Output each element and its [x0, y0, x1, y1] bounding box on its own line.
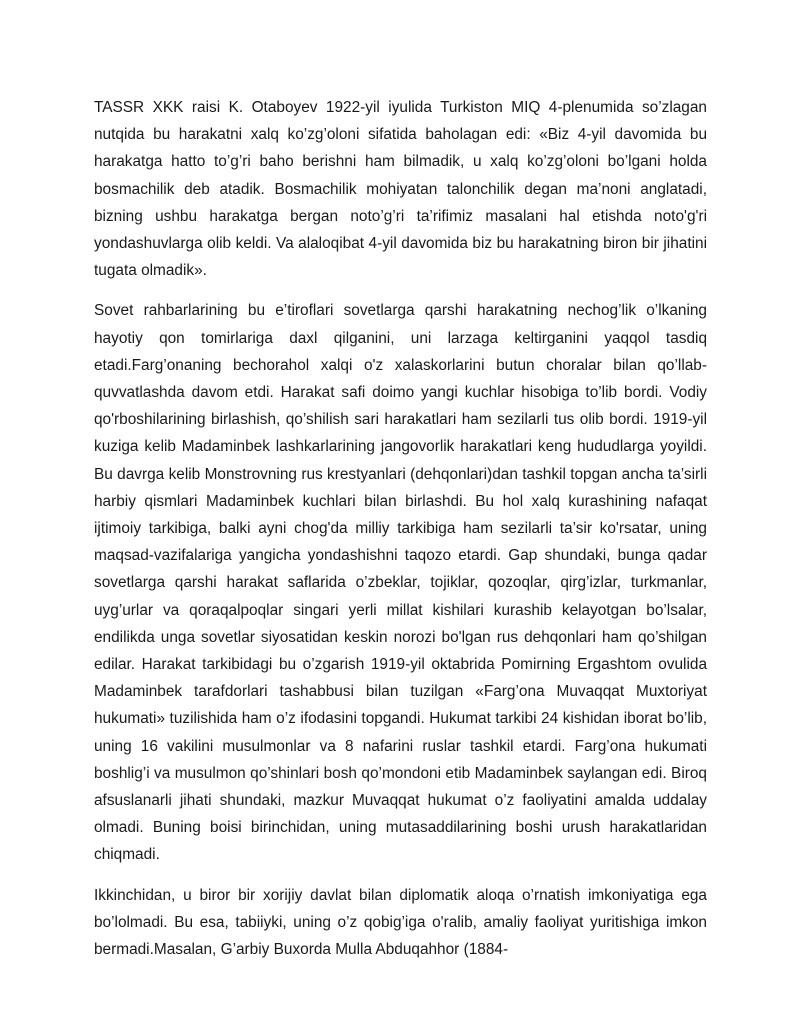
paragraph-3: Ikkinchidan, u biror bir xorijiy davlat bilan diplomatik aloqa o’rnatish imkoniyatiga ega bo’lolmadi. Bu esa, tabiiyki, uning o’z qobig’iga o'ralib, amaliy faoliyat yuritishiga imkon bermadi.Masalan, G’arbiy Buxorda Mulla Abduqahhor (1884- [94, 886, 707, 959]
paragraph-1: TASSR XKK raisi K. Otaboyev 1922-yil iyulida Turkiston MIQ 4-plenumida so’zlagan nutqida bu harakatni xalq ko’zg’oloni sifatida baholagan edi: «Biz 4-yil davomida bu harakatga hatto to’g’ri baho berishni ham bilmadik, u xalq ko’zg’oloni bo’lgani holda bosmachilik deb atadik. Bosmachilik mohiyatan talonchilik degan ma’noni anglatadi, bizning ushbu harakatga bergan noto’g’ri ta’rifimiz masalani hal etishda noto'g'ri yondashuvlarga olib keldi. Va alaloqibat 4-yil davomida biz bu harakatning biron bir jihatini tugata olmadik». [94, 99, 707, 280]
paragraph-2: Sovet rahbarlarining bu e’tiroflari sovetlarga qarshi harakatning nechog’lik o’lkaning hayotiy qon tomirlariga daxl qilganini, uni larzaga keltirganini yaqqol tasdiq etadi.Farg’onaning bechorahol xalqi o'z xalaskorlarini butun choralar bilan qo’llab- quvvatlashda davom etdi. Harakat safi doimo yangi kuchlar hisobiga to’lib bordi. Vodiy qo'rboshilarining birlashish, qo’shilish sari harakatlari ham sezilarli tus olib bordi. 1919-yil kuziga kelib Madaminbek lashkarlarining jangovorlik harakatlari keng hududlarga yoyildi. Bu davrga kelib Monstrovning rus krestyanlari (dehqonlari)dan tashkil topgan ancha ta’sirli harbiy qismlari Madaminbek kuchlari bilan birlashdi. Bu hol xalq kurashining nafaqat ijtimoiy tarkibiga, balki ayni chog'da milliy tarkibiga ham sezilarli ta’sir ko'rsatar, uning maqsad-vazifalariga yangicha yondashishni taqozo etardi. Gap shundaki, bunga qadar sovetlarga qarshi harakat saflarida o’zbeklar, tojiklar, qozoqlar, qirg’izlar, turkmanlar, uyg’urlar va qoraqalpoqlar singari yerli millat kishilari kurashib kelayotgan bo’lsalar, endilikda unga sovetlar siyosatidan keskin norozi bo'lgan rus dehqonlari ham qo’shilgan edilar. Harakat tarkibidagi bu o’zgarish 1919-yil oktabrida Pomirning Ergashtom ovulida Madaminbek tarafdorlari tashabbusi bilan tuzilgan «Farg’ona Muvaqqat Muxtoriyat hukumati» tuzilishida ham o’z ifodasini topgandi. Hukumat tarkibi 24 kishidan iborat bo’lib, uning 16 vakilini musulmonlar va 8 nafarini ruslar tashkil etardi. Farg’ona hukumati boshlig’i va musulmon qo’shinlari bosh qo’mondoni etib Madaminbek saylangan edi. Biroq afsuslanarli jihati shundaki, mazkur Muvaqqat hukumat o’z faoliyatini amalda uddalay olmadi. Buning boisi birinchidan, uning mutasaddilarining boshi urush harakatlaridan chiqmadi. [94, 302, 707, 864]
